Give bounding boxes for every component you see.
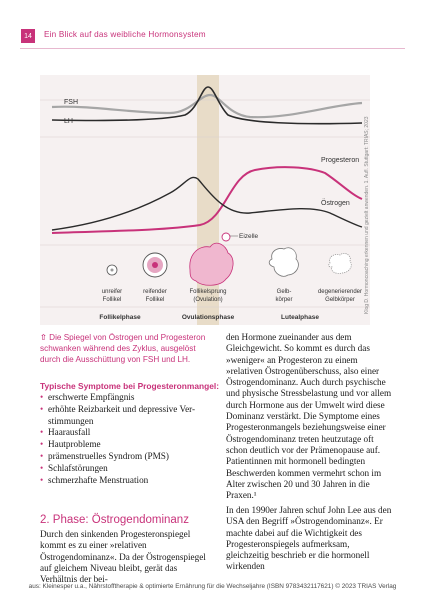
hormone-cycle-diagram bbox=[40, 75, 370, 325]
follikel-core-icon bbox=[111, 269, 114, 272]
lutealphase-label: Lutealphase bbox=[281, 314, 319, 321]
caption-text: Die Spiegel von Östrogen und Progesteron schwanken während des Zyklus, ausgelöst durch die Ausschüttung von FSH und LH. bbox=[40, 333, 206, 364]
stage-4-line2: körper bbox=[275, 297, 293, 303]
right-body-paragraph-1: den Hormone zueinander aus dem Gleichgewicht. So kommt es durch das »weniger« an Progesteron zu einem »relativen Östrogenüberschuss, also einer Östrogendominanz. Auch durch psychische und physische Stressbelastung und vor allem durch Hormone aus der Umwelt wird diese Dominanz verstärkt. Die Symptome eines Progesteronmangels beziehungsweise einer Östrogendominanz treten heutzutage oft schon deutlich vor der Prämenopause auf. Patientinnen mit hormonell bedingten Beschwerden kommen vermehrt schon im Alter zwischen 20 und 30 Jahren in die Praxen.¹ bbox=[226, 332, 392, 501]
ovulationsphase-label: Ovulationsphase bbox=[181, 314, 235, 321]
follikel-egg-icon bbox=[152, 262, 158, 268]
eizelle-label: Eizelle bbox=[239, 233, 259, 240]
follikelphase-label: Follikelphase bbox=[99, 314, 141, 321]
symptom-item: • Schlafstörungen bbox=[40, 463, 210, 475]
ovulation-band bbox=[197, 75, 219, 325]
stage-1-line2: Follikel bbox=[102, 297, 122, 303]
stage-3-line1: Follikelsprung bbox=[189, 289, 227, 295]
running-head: Ein Blick auf das weibliche Hormonsystem bbox=[44, 30, 206, 39]
fsh-label: FSH bbox=[64, 99, 78, 106]
header-divider bbox=[20, 48, 405, 49]
caption-arrow-icon: ⇧ bbox=[40, 333, 47, 342]
footer-citation: aus: Kleinesper u.a., Nährstofftherapie & optimierte Ernährung für die Wechseljahre (ISBN 9783432117621) © 2023 TRIAS Verlag bbox=[28, 583, 397, 590]
figure-caption bbox=[40, 332, 208, 365]
progesteron-label: Progesteron bbox=[321, 157, 360, 164]
stage-3-line2: (Ovulation) bbox=[193, 297, 223, 303]
eizelle-icon bbox=[222, 233, 230, 241]
left-body-text: Durch den sinkenden Progesteronspiegel kommt es zu einer »relativen Östrogendominanz«. Da der Östrogenspiegel auf gleichem Niveau bleibt, gerät das Verhältnis der bei- bbox=[40, 529, 206, 585]
follikelsprung-icon bbox=[190, 243, 233, 285]
stage-4-line1: Gelb- bbox=[276, 289, 292, 295]
stage-5-line2: Gelbkörper bbox=[325, 297, 355, 303]
lh-label: LH bbox=[64, 118, 73, 125]
symptom-item: • schmerzhafte Menstruation bbox=[40, 475, 210, 487]
page-number: 14 bbox=[21, 29, 35, 43]
symptom-item: • erschwerte Empfängnis bbox=[40, 392, 210, 404]
symptom-item-continuation: stimmungen bbox=[48, 415, 94, 426]
stage-2-line2: Follikel bbox=[145, 297, 165, 303]
oestrogen-label: Östrogen bbox=[321, 200, 350, 207]
stage-1-line1: unreifer bbox=[101, 289, 123, 295]
symptom-item: • Hautprobleme bbox=[40, 439, 210, 451]
symptoms-list bbox=[40, 392, 210, 486]
symptom-item: • Haarausfall bbox=[40, 427, 210, 439]
section-heading: 2. Phase: Östrogendominanz bbox=[40, 514, 189, 526]
hormone-cycle-figure bbox=[40, 75, 370, 325]
stage-2-line1: reifender bbox=[143, 289, 167, 295]
stage-5-line1: degenerierender bbox=[317, 289, 363, 295]
right-body-paragraph-2: In den 1990er Jahren schuf John Lee aus den USA den Begriff »Östrogendominanz«. Er machte dabei auf die Wichtigkeit des Progesteronspiegels aufmerksam, gleichzeitig beschrieb er die hormonell wirkenden bbox=[226, 505, 392, 572]
symptoms-title: Typische Symptome bei Progesteronmangel: bbox=[40, 381, 220, 391]
gelbkoerper-icon bbox=[269, 248, 298, 277]
symptom-item: • prämenstruelles Syndrom (PMS) bbox=[40, 451, 210, 463]
degenerierender-gelbkoerper-icon bbox=[329, 253, 352, 273]
symptom-item: • erhöhte Reizbarkeit und depressive Ver- bbox=[40, 404, 210, 416]
figure-credit: Klog D. Hormoncoaching erkennen und gezielt anwenden. 1. Aufl. Stuttgart: TRIAS; 2023 bbox=[364, 116, 370, 314]
